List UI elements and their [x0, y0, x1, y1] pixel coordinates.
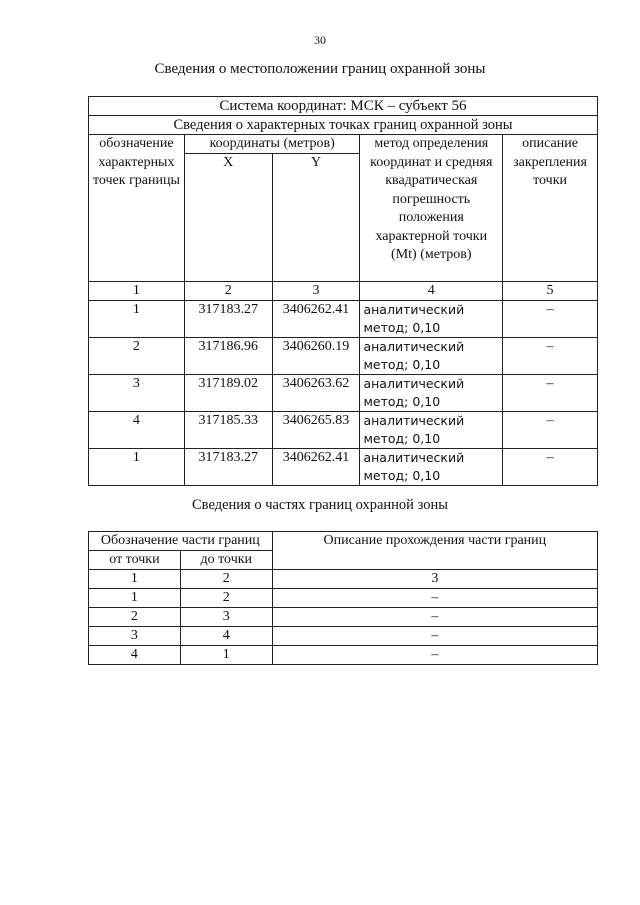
header-y: Y [272, 154, 360, 282]
from-cell: 1 [89, 589, 181, 608]
x-cell: 317183.27 [184, 449, 272, 486]
y-cell: 3406263.62 [272, 375, 360, 412]
coordinates-table [88, 96, 598, 486]
from-cell: 2 [89, 608, 181, 627]
column-numbers-row [89, 282, 598, 301]
table-row [89, 301, 598, 338]
table-row [89, 338, 598, 375]
point-cell: 3 [89, 375, 185, 412]
fixing-cell: – [503, 338, 598, 375]
y-cell: 3406265.83 [272, 412, 360, 449]
fixing-cell: – [503, 375, 598, 412]
x-cell: 317186.96 [184, 338, 272, 375]
method-cell: аналитический метод; 0,10 [360, 301, 503, 338]
description-cell: – [272, 627, 597, 646]
point-cell: 2 [89, 338, 185, 375]
header-method: метод определения координат и средняя квадратическая погрешность положения характерной точки (Mt) (метров) [360, 135, 503, 282]
table-row [89, 627, 598, 646]
to-cell: 1 [180, 646, 272, 665]
column-number: 2 [184, 282, 272, 301]
header-from: от точки [89, 551, 181, 570]
from-cell: 4 [89, 646, 181, 665]
section2-title: Сведения о частях границ охранной зоны [192, 497, 448, 513]
boundary-parts-table [88, 531, 598, 665]
header-coordinates: координаты (метров) [184, 135, 360, 154]
column-number: 4 [360, 282, 503, 301]
description-cell: – [272, 589, 597, 608]
y-cell: 3406262.41 [272, 449, 360, 486]
table-row [89, 412, 598, 449]
column-number: 3 [272, 282, 360, 301]
coordinate-system: Система координат: МСК – субъект 56 [89, 97, 598, 116]
table-subtitle: Сведения о характерных точках границ охранной зоны [89, 116, 598, 135]
table-row [89, 449, 598, 486]
to-cell: 4 [180, 627, 272, 646]
method-cell: аналитический метод; 0,10 [360, 449, 503, 486]
column-number: 1 [89, 570, 181, 589]
to-cell: 2 [180, 589, 272, 608]
from-cell: 3 [89, 627, 181, 646]
description-cell: – [272, 646, 597, 665]
column-numbers-row [89, 570, 598, 589]
point-cell: 4 [89, 412, 185, 449]
header-part: Обозначение части границ [89, 532, 273, 551]
y-cell: 3406260.19 [272, 338, 360, 375]
column-number: 2 [180, 570, 272, 589]
x-cell: 317183.27 [184, 301, 272, 338]
section1-title: Сведения о местоположении границ охранной зоны [154, 61, 486, 77]
x-cell: 317185.33 [184, 412, 272, 449]
column-number: 5 [503, 282, 598, 301]
table-row [89, 646, 598, 665]
method-cell: аналитический метод; 0,10 [360, 338, 503, 375]
header-fixing: описание закрепления точки [503, 135, 598, 282]
fixing-cell: – [503, 412, 598, 449]
method-cell: аналитический метод; 0,10 [360, 375, 503, 412]
header-to: до точки [180, 551, 272, 570]
to-cell: 3 [180, 608, 272, 627]
fixing-cell: – [503, 449, 598, 486]
point-cell: 1 [89, 449, 185, 486]
description-cell: – [272, 608, 597, 627]
header-description: Описание прохождения части границ [272, 532, 597, 570]
x-cell: 317189.02 [184, 375, 272, 412]
method-cell: аналитический метод; 0,10 [360, 412, 503, 449]
table-row [89, 608, 598, 627]
point-cell: 1 [89, 301, 185, 338]
header-x: X [184, 154, 272, 282]
y-cell: 3406262.41 [272, 301, 360, 338]
table-row [89, 589, 598, 608]
fixing-cell: – [503, 301, 598, 338]
column-number: 3 [272, 570, 597, 589]
page-number: 30 [314, 33, 326, 47]
column-number: 1 [89, 282, 185, 301]
table-row [89, 375, 598, 412]
header-point: обозначение характерных точек границы [89, 135, 185, 282]
